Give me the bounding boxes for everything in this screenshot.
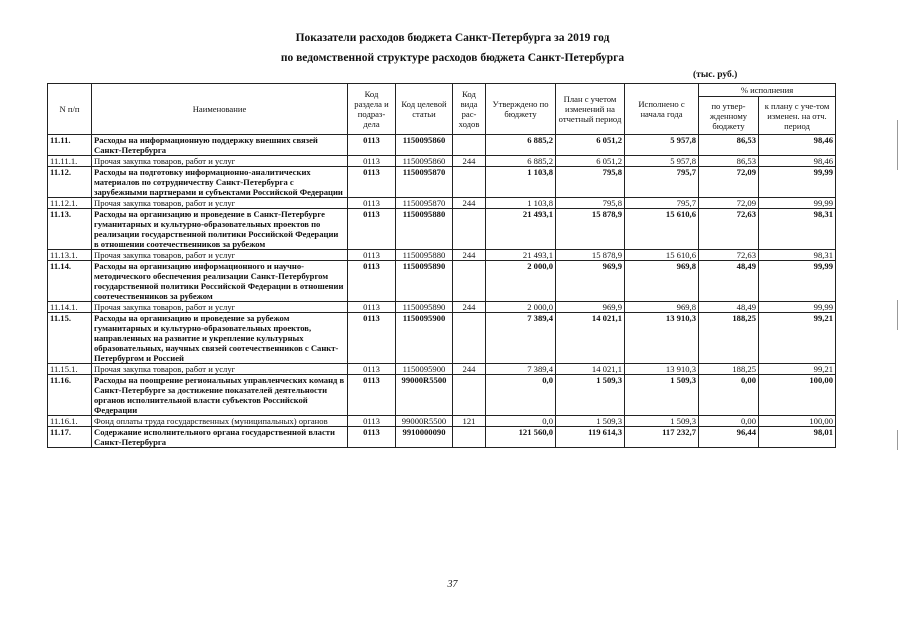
- row-number: 11.11.: [48, 135, 92, 156]
- row-pct-plan: 98,01: [759, 427, 836, 448]
- header-pct-group: % исполнения: [699, 84, 836, 97]
- row-pct-approved: 72,63: [699, 250, 759, 261]
- row-name: Расходы на организацию информационного и научно-методического обеспечения реализации Санкт-Петербургом государственной политики Российской Федерации в отношении соотечественников за рубежом: [92, 261, 348, 302]
- row-plan: 795,8: [556, 198, 625, 209]
- report-title-line-1: Показатели расходов бюджета Санкт-Петербурга за 2019 год: [295, 32, 610, 44]
- row-executed: 969,8: [625, 302, 699, 313]
- row-number: 11.11.1.: [48, 156, 92, 167]
- row-plan: 969,9: [556, 261, 625, 302]
- row-approved: 7 389,4: [486, 313, 556, 364]
- row-executed: 795,7: [625, 198, 699, 209]
- row-number: 11.17.: [48, 427, 92, 448]
- row-article-code: 1150095860: [396, 156, 453, 167]
- row-section-code: 0113: [348, 313, 396, 364]
- row-pct-plan: 99,99: [759, 261, 836, 302]
- row-pct-approved: 86,53: [699, 156, 759, 167]
- row-executed: 5 957,8: [625, 135, 699, 156]
- row-pct-plan: 99,99: [759, 302, 836, 313]
- header-approved: Утверждено по бюджету: [486, 84, 556, 135]
- row-section-code: 0113: [348, 302, 396, 313]
- row-pct-approved: 86,53: [699, 135, 759, 156]
- header-pct-plan: к плану с уче-том изменен. на отч. период: [759, 97, 836, 135]
- row-article-code: 1150095900: [396, 364, 453, 375]
- table-row: [48, 135, 836, 156]
- row-approved: 2 000,0: [486, 302, 556, 313]
- scan-edge-mark: [897, 300, 898, 330]
- row-plan: 15 878,9: [556, 209, 625, 250]
- row-section-code: 0113: [348, 261, 396, 302]
- row-article-code: 1150095880: [396, 209, 453, 250]
- row-article-code: 99000R5500: [396, 375, 453, 416]
- table-row: [48, 364, 836, 375]
- header-plan: План с учетом изменений на отчетный период: [556, 84, 625, 135]
- row-number: 11.13.1.: [48, 250, 92, 261]
- row-expense-type-code: [453, 427, 486, 448]
- row-pct-approved: 0,00: [699, 416, 759, 427]
- row-expense-type-code: [453, 135, 486, 156]
- row-name: Прочая закупка товаров, работ и услуг: [92, 156, 348, 167]
- header-num: N п/п: [48, 84, 92, 135]
- row-number: 11.14.: [48, 261, 92, 302]
- row-pct-approved: 96,44: [699, 427, 759, 448]
- row-expense-type-code: 244: [453, 198, 486, 209]
- table-row: [48, 261, 836, 302]
- row-executed: 5 957,8: [625, 156, 699, 167]
- row-expense-type-code: [453, 167, 486, 198]
- row-article-code: 1150095890: [396, 261, 453, 302]
- row-name: Прочая закупка товаров, работ и услуг: [92, 198, 348, 209]
- table-row: [48, 156, 836, 167]
- row-article-code: 1150095870: [396, 167, 453, 198]
- row-expense-type-code: [453, 375, 486, 416]
- row-number: 11.15.1.: [48, 364, 92, 375]
- row-name: Расходы на организацию и проведение в Санкт-Петербурге гуманитарных и культурно-образовательных проектов по реализации государственной политики Российской Федерации в отношении соотечественников за рубежом: [92, 209, 348, 250]
- row-executed: 969,8: [625, 261, 699, 302]
- row-executed: 15 610,6: [625, 209, 699, 250]
- row-pct-approved: 0,00: [699, 375, 759, 416]
- row-number: 11.15.: [48, 313, 92, 364]
- row-expense-type-code: [453, 261, 486, 302]
- page-number: 37: [447, 579, 458, 590]
- row-executed: 1 509,3: [625, 375, 699, 416]
- table-row: [48, 250, 836, 261]
- row-approved: 6 885,2: [486, 135, 556, 156]
- row-expense-type-code: 244: [453, 250, 486, 261]
- row-number: 11.12.1.: [48, 198, 92, 209]
- row-article-code: 1150095880: [396, 250, 453, 261]
- row-number: 11.12.: [48, 167, 92, 198]
- row-section-code: 0113: [348, 209, 396, 250]
- row-article-code: 99000R5500: [396, 416, 453, 427]
- units-label: (тыс. руб.): [693, 70, 738, 80]
- row-executed: 13 910,3: [625, 313, 699, 364]
- row-section-code: 0113: [348, 156, 396, 167]
- row-name: Расходы на поощрение региональных управленческих команд в Санкт-Петербурге за достижение показателей деятельности органов исполнительной власти субъектов Российской Федерации: [92, 375, 348, 416]
- row-name: Содержание исполнительного органа государственной власти Санкт-Петербурга: [92, 427, 348, 448]
- table-row: [48, 416, 836, 427]
- row-article-code: 9910000090: [396, 427, 453, 448]
- report-title-line-2: по ведомственной структуре расходов бюджета Санкт-Петербурга: [280, 52, 625, 64]
- table-row: [48, 375, 836, 416]
- row-name: Расходы на информационную поддержку внешних связей Санкт-Петербурга: [92, 135, 348, 156]
- row-section-code: 0113: [348, 250, 396, 261]
- table-row: [48, 313, 836, 364]
- row-plan: 1 509,3: [556, 375, 625, 416]
- row-plan: 6 051,2: [556, 135, 625, 156]
- row-pct-approved: 72,09: [699, 167, 759, 198]
- header-article-code: Код целевой статьи: [396, 84, 453, 135]
- row-article-code: 1150095870: [396, 198, 453, 209]
- row-pct-plan: 100,00: [759, 416, 836, 427]
- row-expense-type-code: 244: [453, 364, 486, 375]
- row-number: 11.16.: [48, 375, 92, 416]
- row-executed: 795,7: [625, 167, 699, 198]
- row-plan: 1 509,3: [556, 416, 625, 427]
- row-expense-type-code: 121: [453, 416, 486, 427]
- row-name: Прочая закупка товаров, работ и услуг: [92, 302, 348, 313]
- table-row: [48, 198, 836, 209]
- row-name: Расходы на подготовку информационно-аналитических материалов по сотрудничеству Санкт-Петербурга с зарубежными партнерами и субъектами Российской Федерации: [92, 167, 348, 198]
- row-plan: 15 878,9: [556, 250, 625, 261]
- row-section-code: 0113: [348, 167, 396, 198]
- table-body: [48, 135, 836, 448]
- header-executed: Исполнено с начала года: [625, 84, 699, 135]
- row-number: 11.14.1.: [48, 302, 92, 313]
- table-row: [48, 209, 836, 250]
- row-article-code: 1150095860: [396, 135, 453, 156]
- header-pct-approved: по утвер-жденному бюджету: [699, 97, 759, 135]
- row-executed: 1 509,3: [625, 416, 699, 427]
- row-approved: 1 103,8: [486, 198, 556, 209]
- budget-table: [47, 83, 836, 448]
- table-row: [48, 427, 836, 448]
- header-name: Наименование: [92, 84, 348, 135]
- row-section-code: 0113: [348, 135, 396, 156]
- row-pct-plan: 98,31: [759, 209, 836, 250]
- row-section-code: 0113: [348, 364, 396, 375]
- row-approved: 7 389,4: [486, 364, 556, 375]
- row-pct-approved: 188,25: [699, 313, 759, 364]
- table-row: [48, 302, 836, 313]
- row-name: Фонд оплаты труда государственных (муниципальных) органов: [92, 416, 348, 427]
- row-pct-approved: 72,63: [699, 209, 759, 250]
- row-pct-plan: 98,31: [759, 250, 836, 261]
- row-article-code: 1150095890: [396, 302, 453, 313]
- row-approved: 1 103,8: [486, 167, 556, 198]
- row-approved: 6 885,2: [486, 156, 556, 167]
- row-approved: 21 493,1: [486, 250, 556, 261]
- header-section-code: Код раздела и подраз-дела: [348, 84, 396, 135]
- row-approved: 121 560,0: [486, 427, 556, 448]
- row-approved: 0,0: [486, 375, 556, 416]
- row-pct-plan: 99,21: [759, 313, 836, 364]
- row-pct-approved: 48,49: [699, 261, 759, 302]
- row-expense-type-code: [453, 313, 486, 364]
- row-name: Прочая закупка товаров, работ и услуг: [92, 364, 348, 375]
- row-article-code: 1150095900: [396, 313, 453, 364]
- row-plan: 969,9: [556, 302, 625, 313]
- row-name: Прочая закупка товаров, работ и услуг: [92, 250, 348, 261]
- row-number: 11.16.1.: [48, 416, 92, 427]
- row-plan: 119 614,3: [556, 427, 625, 448]
- row-number: 11.13.: [48, 209, 92, 250]
- row-approved: 0,0: [486, 416, 556, 427]
- row-executed: 117 232,7: [625, 427, 699, 448]
- row-plan: 14 021,1: [556, 364, 625, 375]
- row-plan: 6 051,2: [556, 156, 625, 167]
- row-approved: 21 493,1: [486, 209, 556, 250]
- row-plan: 14 021,1: [556, 313, 625, 364]
- row-section-code: 0113: [348, 427, 396, 448]
- row-name: Расходы на организацию и проведение за рубежом гуманитарных и культурно-образовательных проектов, направленных на развитие и укрепление культурных образовательных, научных связей соотечественников с Санкт-Петербургом и Россией: [92, 313, 348, 364]
- row-pct-plan: 98,46: [759, 156, 836, 167]
- scan-edge-mark: [897, 430, 898, 450]
- row-pct-plan: 99,99: [759, 198, 836, 209]
- row-pct-approved: 188,25: [699, 364, 759, 375]
- row-pct-plan: 99,21: [759, 364, 836, 375]
- row-pct-plan: 99,99: [759, 167, 836, 198]
- row-executed: 15 610,6: [625, 250, 699, 261]
- row-pct-approved: 72,09: [699, 198, 759, 209]
- row-section-code: 0113: [348, 416, 396, 427]
- row-pct-plan: 100,00: [759, 375, 836, 416]
- row-pct-approved: 48,49: [699, 302, 759, 313]
- row-plan: 795,8: [556, 167, 625, 198]
- row-expense-type-code: 244: [453, 302, 486, 313]
- row-section-code: 0113: [348, 198, 396, 209]
- row-expense-type-code: 244: [453, 156, 486, 167]
- table-row: [48, 167, 836, 198]
- row-approved: 2 000,0: [486, 261, 556, 302]
- row-pct-plan: 98,46: [759, 135, 836, 156]
- row-section-code: 0113: [348, 375, 396, 416]
- scan-edge-mark: [897, 120, 898, 170]
- row-expense-type-code: [453, 209, 486, 250]
- header-expense-type-code: Код вида рас-ходов: [453, 84, 486, 135]
- row-executed: 13 910,3: [625, 364, 699, 375]
